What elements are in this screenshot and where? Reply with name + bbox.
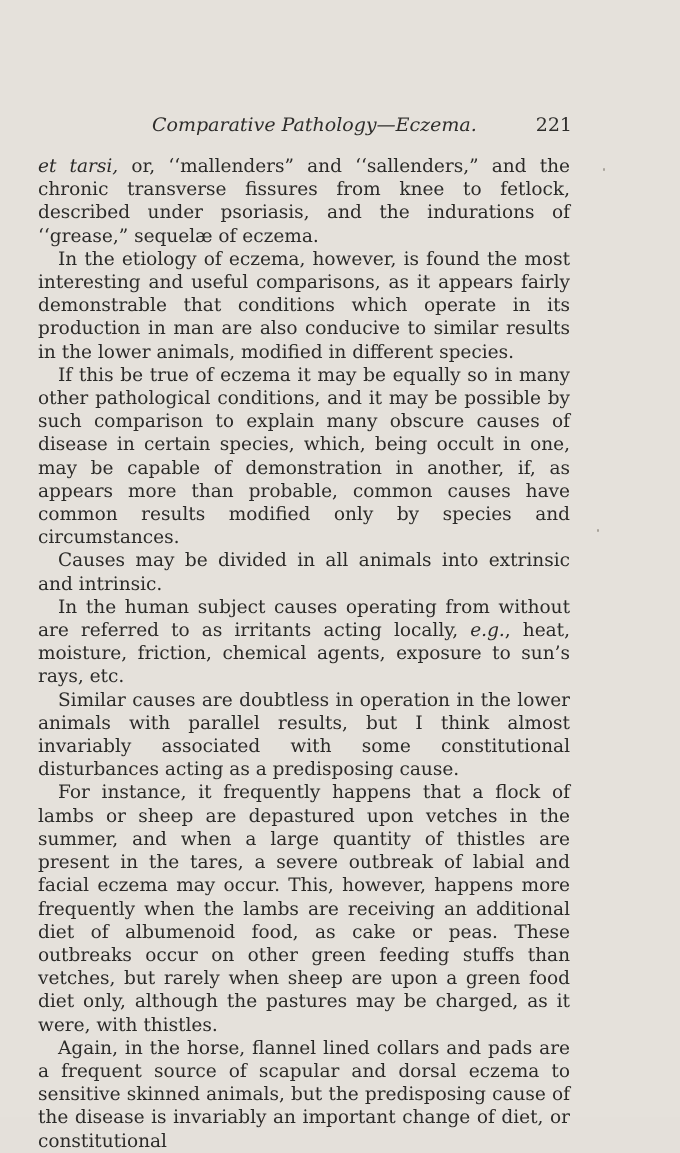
paragraph-horse: Again, in the horse, flannel lined collars and pads are a frequent source of scapular and dorsal eczema to sensitive skinned animals, but the predisposing cause of the disease is invariably an important change of diet, or constitutional	[38, 1037, 570, 1152]
italic-eg: e.g.	[470, 620, 505, 642]
italic-lead: et tarsi,	[38, 156, 119, 177]
paragraph-lambs: For instance, it frequently happens that a flock of lambs or sheep are depastured upon vetches in the summer, and when a large quantity of thistles are present in the tares, a severe outbreak of labial and facial eczema may occur. This, however, happens more frequently when the lambs are receiving an additional diet of albumenoid food, as cake or peas. These outbreaks occur on other green feeding stuffs than vetches, but rarely when sheep are upon a green food diet only, although the pastures may be charged, as it were, with thistles.	[38, 782, 570, 1036]
paragraph-text: or, ‘‘mallenders” and ‘‘sallenders,” and the chronic transverse fissures from knee to fetlock, described under psoriasis, and the indurations of ‘‘grease,” sequelæ of eczema.	[38, 156, 570, 247]
running-header	[152, 114, 572, 142]
paragraph-human-subject	[38, 596, 570, 689]
paragraph-comparison: If this be true of eczema it may be equally so in many other pathological conditions, and it may be possible by such comparison to explain many obscure causes of disease in certain species, which, being occult in one, may be capable of demonstration in another, if, as appears more than probable, common causes have common results modified only by species and circumstances.	[38, 364, 570, 549]
paragraph-similar-causes: Similar causes are doubtless in operation in the lower animals with parallel results, but I think almost invariably associated with some constitutional disturbances acting as a predisposing cause.	[38, 689, 570, 781]
paragraph-text-before: In the human subject causes operating from without are referred to as irritants acting locally,	[38, 596, 570, 642]
running-title: Comparative Pathology—Eczema.	[152, 114, 477, 136]
paper-speck	[597, 529, 599, 532]
paragraph-continued	[38, 155, 570, 248]
paragraph-causes: Causes may be divided in all animals into extrinsic and intrinsic.	[38, 550, 570, 595]
paper-speck	[603, 168, 605, 171]
paragraph-text-after: , heat, moisture, friction, chemical agents, exposure to sun’s rays, etc.	[38, 620, 570, 688]
body-text	[38, 155, 570, 1153]
page-number: 221	[535, 114, 572, 136]
paragraph-etiology: In the etiology of eczema, however, is found the most interesting and useful comparisons, as it appears fairly demonstrable that conditions which operate in its production in man are also conducive to similar results in the lower animals, modified in different species.	[38, 248, 570, 363]
